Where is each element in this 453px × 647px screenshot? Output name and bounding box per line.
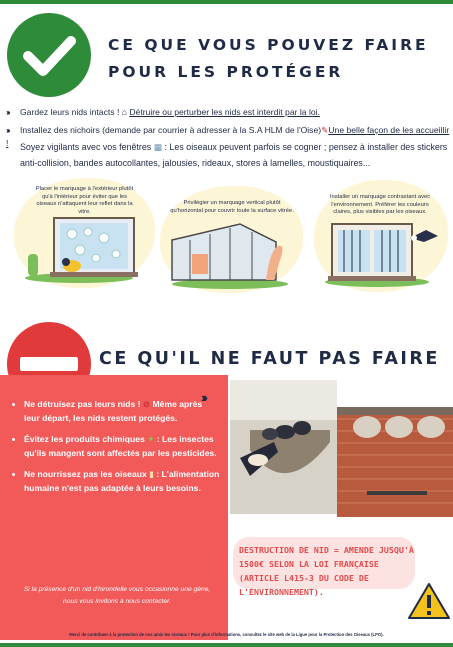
swallow-nest-photo <box>230 380 337 514</box>
bullet-windows: Soyez vigilants avec vos fenêtres ▦ : Les oiseaux peuvent parfois se cogner ; pensez à installer des stickers anti-collision, bandes autocollantes, jalousies, rideaux, stores à lamelles, moustiquaires... <box>20 142 448 168</box>
card-caption: Privilégier un marquage vertical plutôt qu'horizontal pour couvrir toute la surface vitrée. <box>170 200 294 214</box>
card-caption: Placer le marquage à l'extérieur plutôt qu'à l'intérieur pour éviter que les oiseaux n'attaquent leur reflet dans la vitre. <box>35 186 134 215</box>
section-do-title-line1: CE QUE VOUS POUVEZ FAIRE <box>108 36 429 54</box>
footer-text: Merci de contribuer à la protection de nos amis les oiseaux ! Pour plus d'informations, consultez le site web de la Ligue pour la Protection des Oiseaux (LPO). <box>69 632 384 637</box>
list-item: • Évitez les produits chimiques ✦ : Les insectes qu'ils mangent sont affectés par les pesticides. <box>24 433 220 460</box>
contrast-window-illustration <box>322 218 442 288</box>
top-accent-bar <box>0 0 453 4</box>
warning-icon <box>407 582 451 620</box>
triple-chevron-icon: ››› <box>6 125 9 135</box>
nestbox-facade-photo <box>337 407 453 517</box>
section-dont-title: CE QU'IL NE FAUT PAS FAIRE <box>99 349 440 369</box>
list-item: • Ne nourrissez pas les oiseaux ▮ : L'alimentation humaine n'est pas adaptée à leurs besoins. <box>24 468 220 495</box>
veranda-illustration <box>170 220 292 290</box>
triple-chevron-icon: ››› <box>6 107 9 117</box>
card-caption: Installer un marquage contrastant avec l'environnement. Préférer les couleurs claires, plus visibles par les oiseaux. <box>329 194 431 215</box>
bullet-install-nestboxes: ››› Installez des nichoirs (demande par courrier à adresser à la S.A HLM de l'Oise)✎Une belle façon de les accueillir ! <box>6 125 450 148</box>
bread-emoji-icon: ▮ <box>149 469 154 480</box>
bird-house-emoji-icon: ⌂ <box>121 107 130 117</box>
list-item: • Ne détruisez pas leurs nids ! ⊘ Même après leur départ, les nids restent protégés. <box>24 398 220 425</box>
window-sticker-illustration <box>24 214 142 284</box>
law-link[interactable]: Détruire ou perturber les nids est interdit par la loi. <box>129 107 320 117</box>
spray-emoji-icon: ✦ <box>147 434 155 445</box>
dont-list <box>10 398 220 504</box>
prohibited-emoji-icon: ⊘ <box>142 399 151 409</box>
section-do-title-line2: POUR LES PROTÉGER <box>108 63 344 81</box>
pencil-emoji-icon: ✎ <box>321 125 329 135</box>
bullet-keep-nests: ››› Gardez leurs nids intacts ! ⌂ Détruire ou perturber les nids est interdit par la loi. <box>6 107 320 117</box>
window-emoji-icon: ▦ <box>153 142 163 152</box>
bottom-accent-bar <box>0 643 453 647</box>
contact-note: Si la présence d'un nid d'hirondelle vous occasionne une gêne, nous vous invitons à nous contacter. <box>23 586 211 605</box>
checkmark-icon <box>6 12 92 98</box>
triple-chevron-icon: ››› <box>201 390 205 405</box>
welcome-link[interactable]: Une belle façon de les accueillir ! <box>6 125 450 148</box>
fine-warning-text: DESTRUCTION DE NID = AMENDE JUSQU'À 1500€ SELON LA LOI FRANÇAISE (ARTICLE L415-3 DU CODE DE L'ENVIRONNEMENT). <box>239 545 414 597</box>
